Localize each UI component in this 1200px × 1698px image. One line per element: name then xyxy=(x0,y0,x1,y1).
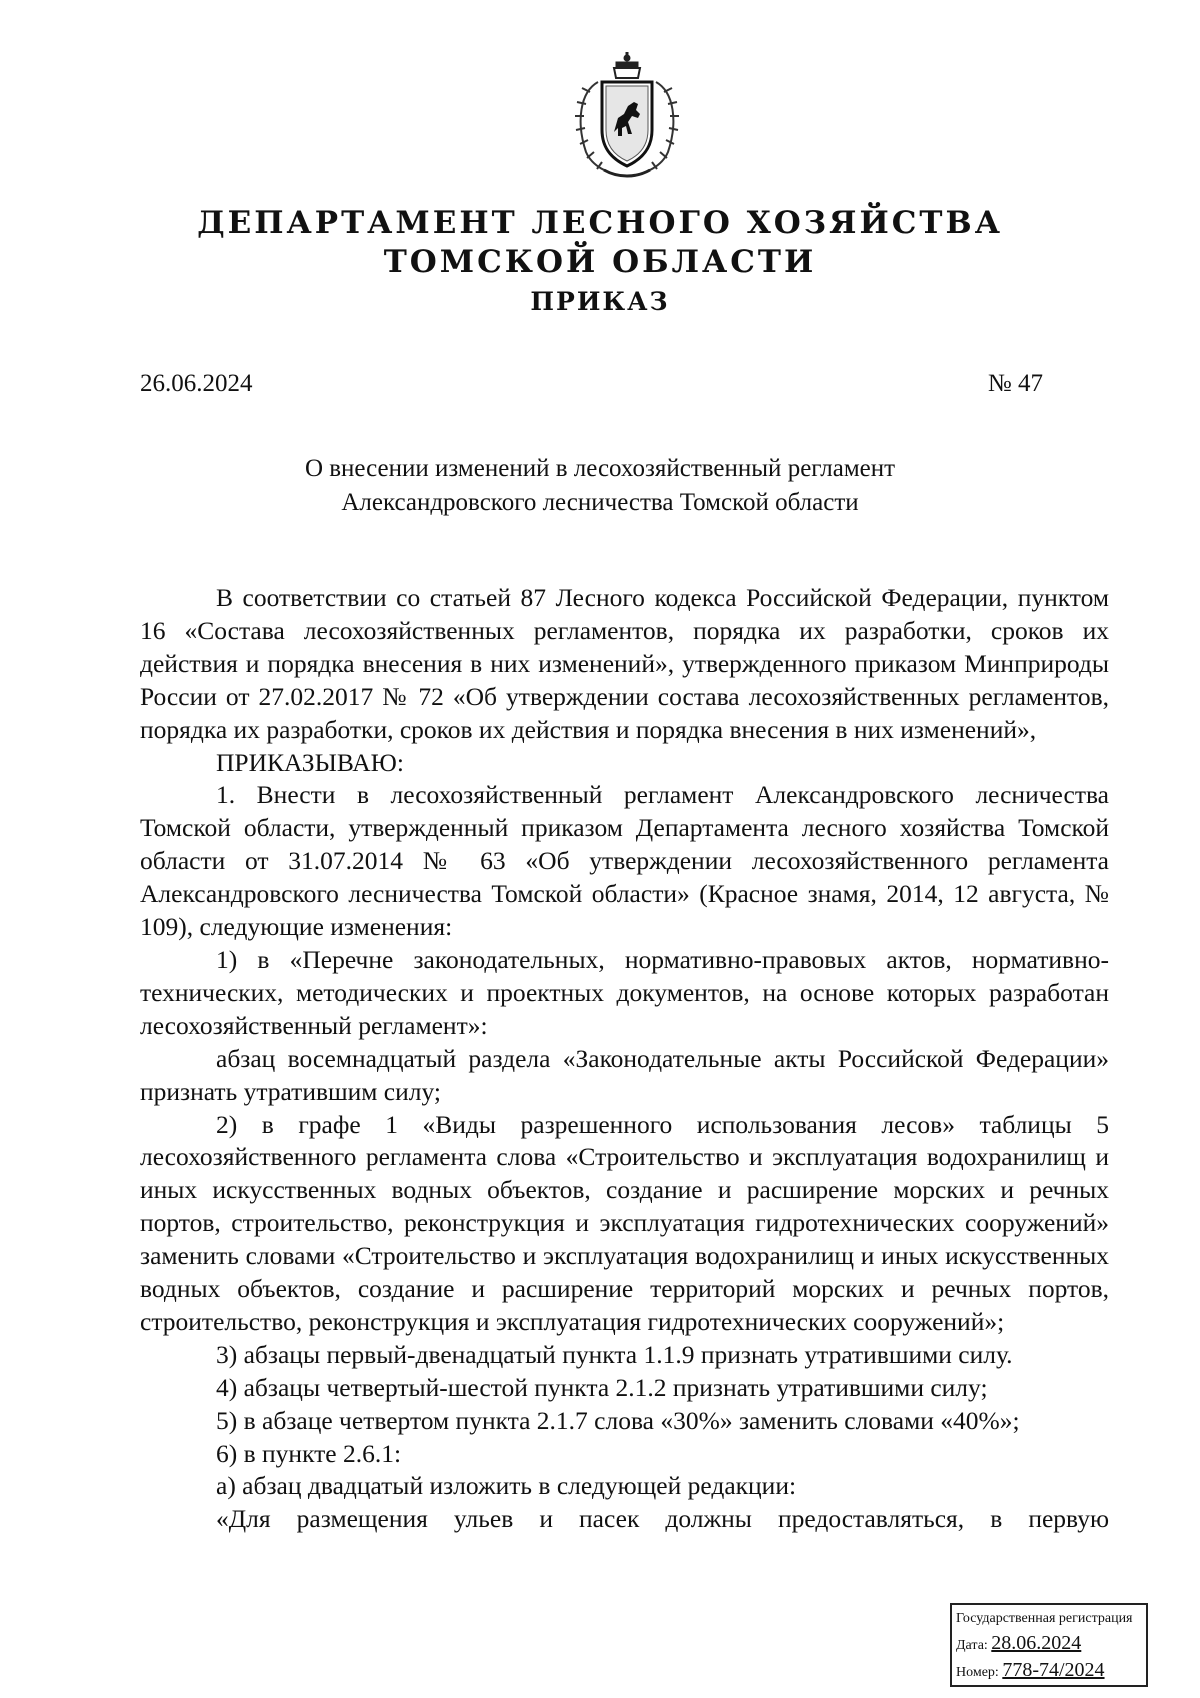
subject-line: Александровского лесничества Томской области xyxy=(341,489,859,516)
body-paragraph: В соответствии со статьей 87 Лесного кодекса Российской Федерации, пунктом 16 «Состава лесохозяйственных регламентов, порядка их разработки, сроков их действия и порядка внесения в них изменений», утвержденного приказом Минприроды России от 27.02.2017 № 72 «Об утверждении состава лесохозяйственных регламентов, порядка их разработки, сроков их действия и порядка внесения в них изменений», xyxy=(140,583,1109,744)
document-type: ПРИКАЗ xyxy=(530,287,670,316)
body-paragraph: а) абзац двадцатый изложить в следующей редакции: xyxy=(216,1471,797,1501)
body-paragraph: 2) в графе 1 «Виды разрешенного использования лесов» таблицы 5 лесохозяйственного регламента слова «Строительство и эксплуатация водохранилищ и иных искусственных водных объектов, создание и расширение морских и речных портов, строительство, реконструкция и эксплуатация гидротехнических сооружений» заменить словами «Строительство и эксплуатация водохранилищ и иных искусственных водных объектов, создание и расширение территорий морских и речных портов, строительство, реконструкция и эксплуатация гидротехнических сооружений»; xyxy=(140,1109,1109,1336)
department-title: ДЕПАРТАМЕНТ ЛЕСНОГО ХОЗЯЙСТВА xyxy=(197,205,1003,241)
body-paragraph: 3) абзацы первый-двенадцатый пункта 1.1.9 признать утратившими силу. xyxy=(216,1339,1013,1369)
registration-date-row xyxy=(956,1631,1142,1658)
registration-number-value: 778-74/2024 xyxy=(1002,1659,1105,1681)
order-subject xyxy=(0,452,1200,520)
region-title: ТОМСКОЙ ОБЛАСТИ xyxy=(383,244,817,280)
registration-stamp xyxy=(950,1603,1148,1687)
registration-number-label: Номер: xyxy=(956,1665,999,1680)
body-paragraph: «Для размещения ульев и пасек должны предоставляться, в первую xyxy=(216,1504,1109,1534)
body-paragraph: 6) в пункте 2.6.1: xyxy=(216,1438,402,1468)
body-paragraph: 5) в абзаце четвертом пункта 2.1.7 слова «30%» заменить словами «40%»; xyxy=(216,1405,1020,1435)
order-number: № 47 xyxy=(987,370,1043,397)
body-paragraph: абзац восемнадцатый раздела «Законодательные акты Российской Федерации» признать утратившим силу; xyxy=(140,1043,1109,1106)
body-paragraph: 4) абзацы четвертый-шестой пункта 2.1.2 признать утратившими силу; xyxy=(216,1372,988,1402)
coat-of-arms-icon xyxy=(568,52,686,180)
registration-number-row xyxy=(956,1658,1142,1685)
registration-date-label: Дата: xyxy=(956,1638,988,1653)
body-paragraph: 1) в «Перечне законодательных, нормативно-правовых актов, нормативно-технических, методических и проектных документов, на основе которых разработан лесохозяйственный регламент»: xyxy=(140,944,1109,1040)
body-paragraph: ПРИКАЗЫВАЮ: xyxy=(216,747,404,777)
order-date: 26.06.2024 xyxy=(140,370,253,397)
registration-title: Государственная регистрация xyxy=(956,1611,1133,1626)
body-paragraph: 1. Внести в лесохозяйственный регламент Александровского лесничества Томской области, утвержденный приказом Департамента лесного хозяйства Томской области от 31.07.2014 № 63 «Об утверждении лесохозяйственного регламента Александровского лесничества Томской области» (Красное знамя, 2014, 12 августа, № 109), следующие изменения: xyxy=(140,780,1109,942)
subject-line: О внесении изменений в лесохозяйственный регламент xyxy=(304,455,896,482)
order-body xyxy=(140,582,1109,1536)
registration-date-value: 28.06.2024 xyxy=(991,1632,1082,1654)
